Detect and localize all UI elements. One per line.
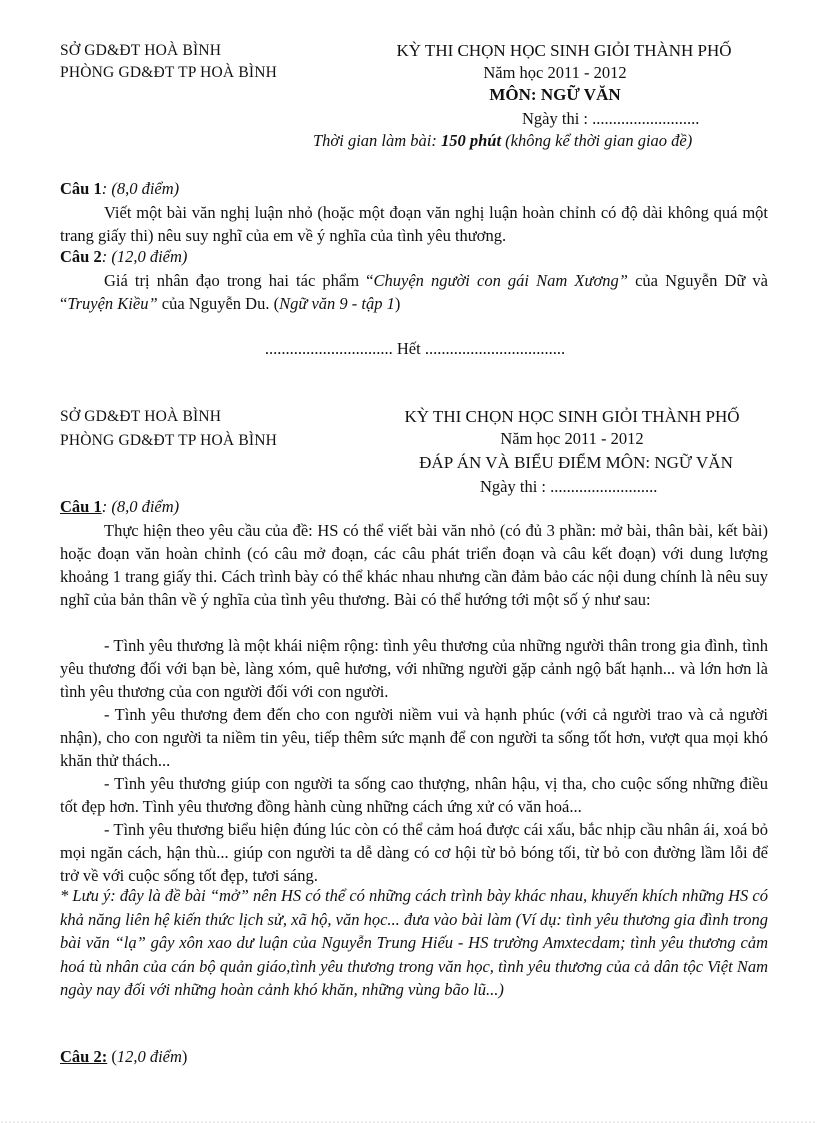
answer-org-department: SỞ GD&ĐT HOÀ BÌNH <box>60 408 222 425</box>
answer-q2-heading: Câu 2: (12,0 điểm) <box>60 1047 188 1066</box>
exam-q1-heading: Câu 1: (8,0 điểm) <box>60 179 180 198</box>
answer-title: KỲ THI CHỌN HỌC SINH GIỎI THÀNH PHỐ <box>404 407 740 426</box>
answer-q1-point-4: - Tình yêu thương biểu hiện đúng lúc còn có thể cảm hoá được cái xấu, bắc nhịp cầu nhân ái, xoá bỏ mọi ngăn cách, hận thù... giúp con người ta dễ dàng có cơ hội từ bỏ bóng tối, từ bỏ con đường lầm lỗi để trở về với cuộc sống tốt đẹp, tươi sáng. <box>60 820 768 885</box>
exam-q2-text: Giá trị nhân đạo trong hai tác phẩm “Chuyện người con gái Nam Xương” của Nguyễn Dữ và “Truyện Kiều” của Nguyễn Du. (Ngữ văn 9 - tập 1) <box>60 271 768 313</box>
exam-title: KỲ THI CHỌN HỌC SINH GIỎI THÀNH PHỐ <box>396 41 732 60</box>
exam-q2-heading: Câu 2: (12,0 điểm) <box>60 247 188 266</box>
exam-school-year: Năm học 2011 - 2012 <box>483 63 627 82</box>
exam-end-marker: ............................... Hết .................................. <box>264 339 566 358</box>
org-office: PHÒNG GD&ĐT TP HOÀ BÌNH <box>60 64 278 81</box>
answer-q1-point-2: - Tình yêu thương đem đến cho con người niềm vui và hạnh phúc (với cả người trao và cả người nhận), cho con người ta niềm tin yêu, tiếp thêm sức mạnh để con người ta sống tốt hơn, vượt qua mọi khó khăn thử thách... <box>60 705 768 770</box>
answer-date: Ngày thi : .......................... <box>480 477 658 496</box>
exam-subject: MÔN: NGỮ VĂN <box>489 85 621 104</box>
answer-org-office: PHÒNG GD&ĐT TP HOÀ BÌNH <box>60 432 278 449</box>
exam-q1-text: Viết một bài văn nghị luận nhỏ (hoặc một đoạn văn nghị luận hoàn chỉnh có độ dài không quá một trang giấy thi) nêu suy nghĩ của em về ý nghĩa của tình yêu thương. <box>60 203 768 245</box>
answer-note: * Lưu ý: đây là đề bài “mở” nên HS có thể có những cách trình bày khác nhau, khuyến khích những HS có khả năng liên hệ kiến thức lịch sử, xã hộ, văn học... đưa vào bài làm (Ví dụ: tình yêu thương gia đình trong bài văn “lạ” gây xôn xao dư luận của Nguyễn Trung Hiếu - HS trường Amxtecdam; tình yêu thương cảm hoá tù nhân của cán bộ quản giáo,tình yêu thương trong văn học, tình yêu thương của cả dân tộc Việt Nam ngày nay đối với những hoàn cảnh khó khăn, những vùng bão lũ...) <box>60 886 768 999</box>
answer-q1-heading: Câu 1: (8,0 điểm) <box>60 497 180 516</box>
answer-q1-point-1: - Tình yêu thương là một khái niệm rộng: tình yêu thương của những người thân trong gia đình, tình yêu thương đối với bạn bè, làng xóm, quê hương, với những người gặp cảnh ngộ bất hạnh... và lớn hơn là tình yêu thương của con người đối với con người. <box>60 636 768 701</box>
answer-q1-intro: Thực hiện theo yêu cầu của đề: HS có thể viết bài văn nhỏ (có đủ 3 phần: mở bài, thân bài, kết bài) hoặc đoạn văn hoàn chỉnh (có câu mở đoạn, các câu phát triển đoạn và câu kết đoạn) với dung lượng khoảng 1 trang giấy thi. Cách trình bày có thể khác nhau nhưng cần đảm bảo các nội dung chính là nêu suy nghĩ của bản thân về ý nghĩa của tình yêu thương. Bài có thể hướng tới một số ý như sau: <box>60 521 768 609</box>
exam-time: Thời gian làm bài: 150 phút (không kể thời gian giao đề) <box>313 131 693 150</box>
org-department: SỞ GD&ĐT HOÀ BÌNH <box>60 42 222 59</box>
answer-subtitle: ĐÁP ÁN VÀ BIỂU ĐIỂM MÔN: NGỮ VĂN <box>419 453 733 472</box>
answer-q1-point-3: - Tình yêu thương giúp con người ta sống cao thượng, nhân hậu, vị tha, cho cuộc sống những điều tốt đẹp hơn. Tình yêu thương đồng hành cùng những cách ứng xử có văn hoá... <box>60 774 768 816</box>
exam-date: Ngày thi : .......................... <box>522 109 700 128</box>
answer-school-year: Năm học 2011 - 2012 <box>500 429 644 448</box>
